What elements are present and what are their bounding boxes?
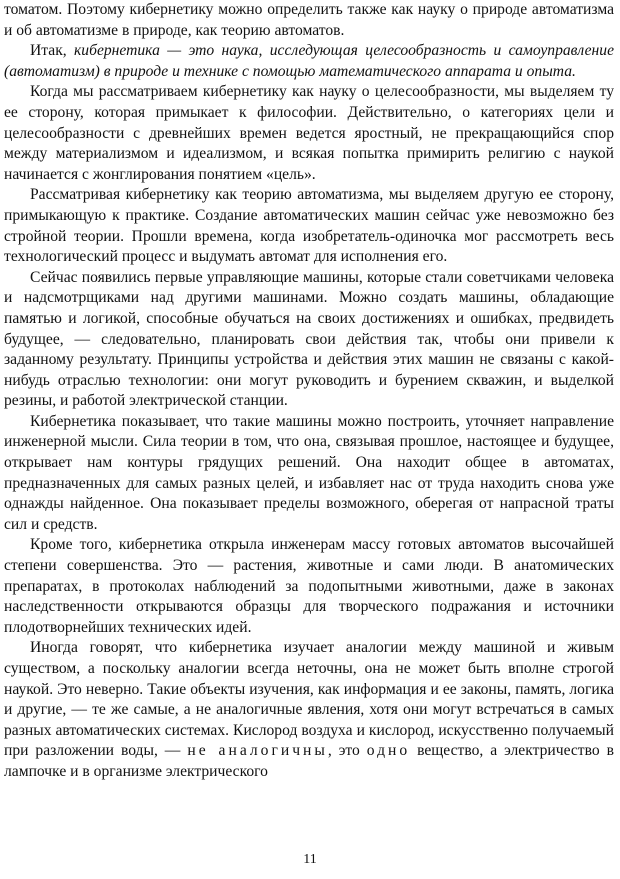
definition-lead: Итак, <box>30 42 75 60</box>
text-run: , это <box>327 742 367 760</box>
paragraph-last <box>4 638 614 782</box>
text-run: Иногда говорят, что кибернетика изучает аналогии между машиной и живым существом, а поскольку аналогии всегда неточны, она не может быть вполне строгой наукой. Это неверно. Такие объекты изучения, как информация и ее законы, память, логика и другие, — те же самые, а не аналогичные явления, хотя они могут встречаться в самых разных автоматических системах. Кислород воздуха и кислород, искусственно получаемый при разложении воды, — <box>4 639 614 760</box>
paragraph: Когда мы рассматриваем кибернетику как науку о целесообразности, мы выделяем ту ее сторону, которая примыкает к философии. Действительно, о категориях цели и целесообразности с древнейших времен ведется яростный, не прекращающийся спор между материализмом и идеализмом, и всякая попытка примирить религию с наукой начинается с жонглирования понятием «цель». <box>4 83 614 183</box>
spaced-emphasis: одно <box>366 742 411 760</box>
page-number: 11 <box>303 852 317 867</box>
paragraph: Кроме того, кибернетика открыла инженерам массу готовых автоматов высочайшей степени совершенства. Это — растения, животные и сами люди. В анатомических препаратах, в протоколах наблюдений за подопытными животными, даже в законах наследственности открываются образцы для творческого подражания и источники плодотворнейших технических идей. <box>4 536 614 636</box>
paragraph: Рассматривая кибернетику как теорию автоматизма, мы выделяем другую ее сторону, примыкающую к практике. Создание автоматических машин сейчас уже невозможно без стройной теории. Прошли времена, когда изобретатель-одиночка мог рассмотреть весь технологический процесс и выдумать автомат для исполнения его. <box>4 186 614 266</box>
text-run: вещество, а электричество в лампочке и в организме электрического <box>4 742 614 780</box>
spaced-emphasis: не аналогичны <box>187 742 328 760</box>
paragraph-definition <box>4 41 614 82</box>
paragraph-continued: томатом. Поэтому кибернетику можно определить также как науку о природе автоматизма и об автоматизме в природе, как теорию автоматов. <box>4 1 614 39</box>
body-text <box>4 0 614 783</box>
paragraph: Сейчас появились первые управляющие машины, которые стали советчиками человека и надсмотрщиками над другими машинами. Можно создать машины, обладающие памятью и логикой, способные обучаться на своих достижениях и ошибках, предвидеть будущее, — следовательно, планировать свои действия так, чтобы они привели к заданному результату. Принципы устройства и действия этих машин не связаны с какой-нибудь отраслью технологии: они могут руководить и бурением скважин, и выделкой резины, и работой электрической станции. <box>4 268 614 410</box>
paragraph: Кибернетика показывает, что такие машины можно построить, уточняет направление инженерной мысли. Сила теории в том, что она, связывая прошлое, настоящее и будущее, открывает нам контуры грядущих решений. Она находит общее в автоматах, предназначенных для самых разных целей, и избавляет нас от труда находить снова уже однажды найденное. Она показывает пределы возможного, оберегая от напрасной траты сил и средств. <box>4 412 614 533</box>
definition-italic: кибернетика — это наука, исследующая целесообразность и самоуправление (автоматизм) в природе и технике с помощью математического аппарата и опыта. <box>4 42 615 80</box>
